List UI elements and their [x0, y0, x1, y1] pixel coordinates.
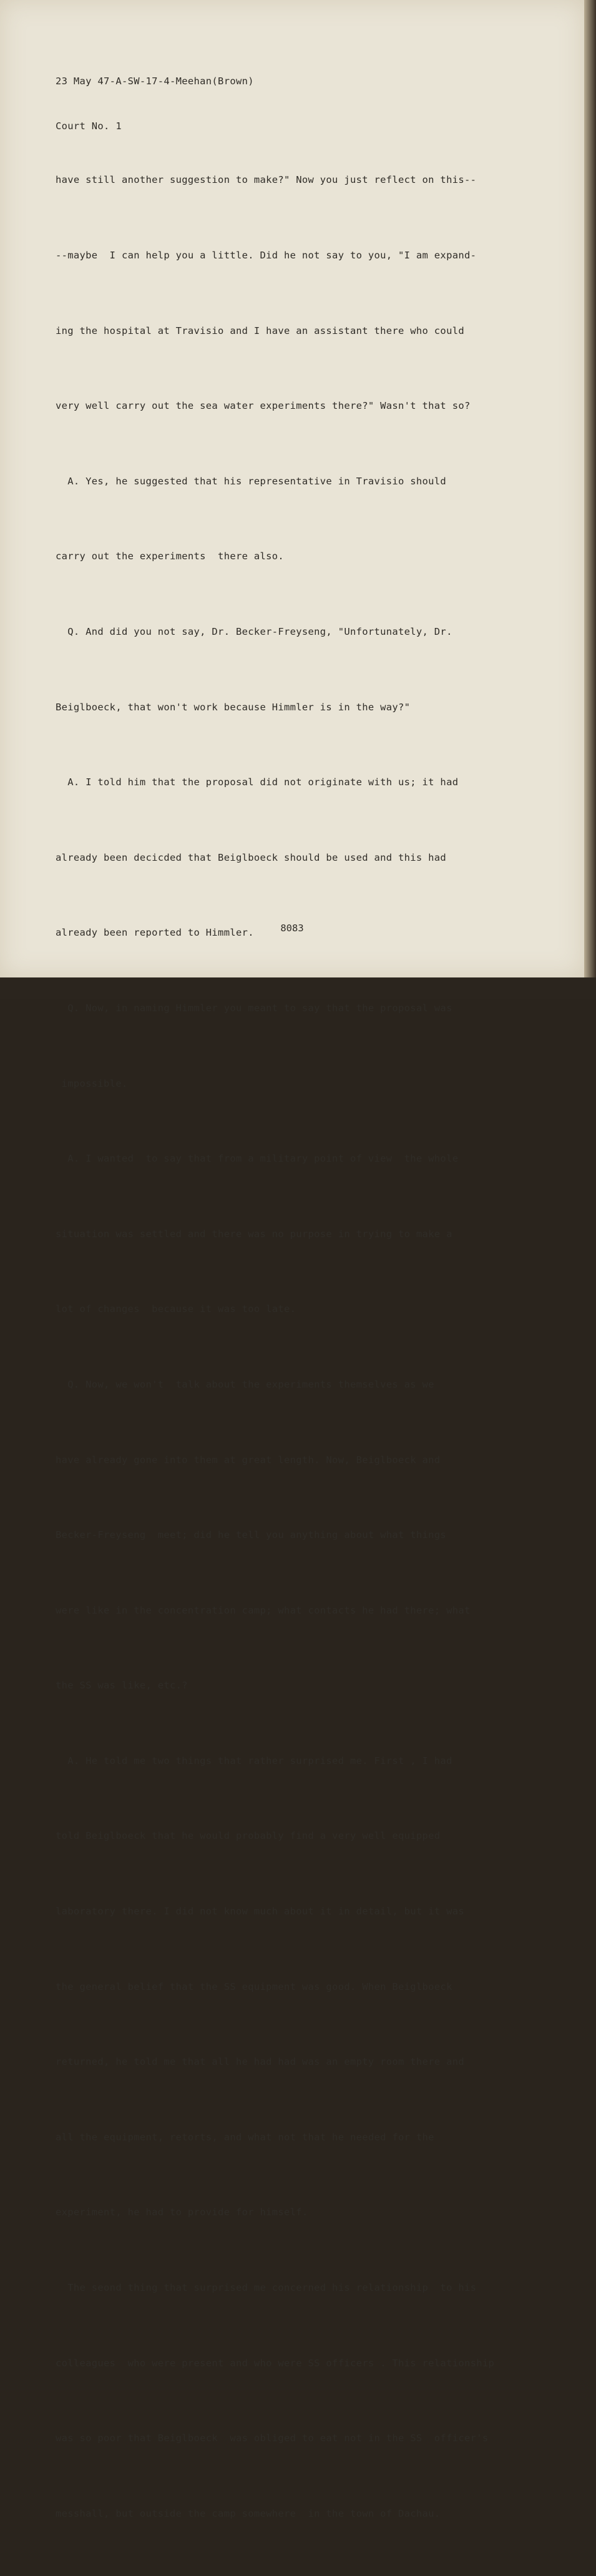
transcript-line: Q. Now, we won't talk about the experiments themselves as we [56, 1378, 434, 1390]
transcript-line: A. I told him that the proposal did not originate with us; it had [56, 776, 459, 788]
transcript-line: A. I wanted to say that from a military point of view the whole [56, 1153, 459, 1165]
transcript-line: Becker-Freyseng meet; did he tell you anything about what things [56, 1529, 447, 1541]
header-reference: 23 May 47-A-SW-17-4-Meehan(Brown) [56, 76, 254, 87]
transcript-line: laboratory there. I did not know much about it in detail, but it was [56, 1906, 464, 1917]
transcript-line: Q. Now, in naming Himmler you meant to say that the proposal was [56, 1002, 452, 1014]
transcript-line: have already gone into them at great length. Now, Beiglboeck and [56, 1454, 441, 1466]
page-edge-right [584, 0, 596, 999]
transcript-line: very well carry out the sea water experiments there?" Wasn't that so? [56, 400, 471, 412]
transcript-line: was so poor that Beiglboeck was obliged to eat not in the SS officer's [56, 2432, 489, 2444]
transcript-line: carry out the experiments there also. [56, 551, 285, 562]
transcript-body [56, 117, 494, 2576]
transcript-line: messhall, but outside the camp somewhere in the town of Dachau. [56, 2507, 441, 2519]
transcript-line: The seond thing that surprised me concerned his relationship to his [56, 2282, 477, 2294]
transcript-line: impossible. [56, 1077, 128, 1089]
transcript-line: the general belief that the SS equipment was good. When Beiglboeck [56, 1981, 452, 1992]
transcript-line: were like in the concentration camp; what contacts he had there; what [56, 1604, 471, 1616]
page-edge-bottom [0, 977, 596, 999]
transcript-line: told Beiglboeck that he would probably find a very well equipped [56, 1830, 441, 1842]
page-number: 8083 [280, 923, 304, 934]
transcript-line: --maybe I can help you a little. Did he not say to you, "I am expand- [56, 250, 477, 261]
transcript-line: ing the hospital at Travisio and I have an assistant there who could [56, 325, 464, 336]
transcript-line: already been decicded that Beiglboeck should be used and this had [56, 851, 447, 863]
transcript-line: colleagues who were present and who were SS officers . This relationship [56, 2357, 495, 2369]
transcript-line: situation was settled and there was no purpose in trying to make a [56, 1228, 452, 1240]
transcript-line: returned, he told me that all he had had was an empty room there and [56, 2056, 464, 2068]
transcript-line: the SS was like, etc.? [56, 1680, 188, 1692]
transcript-line: have still another suggestion to make?" Now you just reflect on this-- [56, 174, 477, 186]
header-court: Court No. 1 [56, 120, 122, 132]
transcript-line: A. Yes, he suggested that his representative in Travisio should [56, 475, 447, 487]
transcript-line: Beiglboeck, that won't work because Himmler is in the way?" [56, 701, 411, 713]
transcript-line: all the equipment, retorts, and what not that he needed for the [56, 2131, 434, 2143]
transcript-line: already been reported to Himmler. [56, 927, 254, 939]
transcript-line: Q. And did you not say, Dr. Becker-Freyseng, "Unfortunately, Dr. [56, 625, 452, 637]
transcript-line: lot of changes because it was too late. [56, 1303, 296, 1315]
transcript-line: experiment, he had to provide for himself. [56, 2206, 308, 2218]
transcript-line: A. He told me two things that rather surprised me. First , I had [56, 1755, 452, 1766]
